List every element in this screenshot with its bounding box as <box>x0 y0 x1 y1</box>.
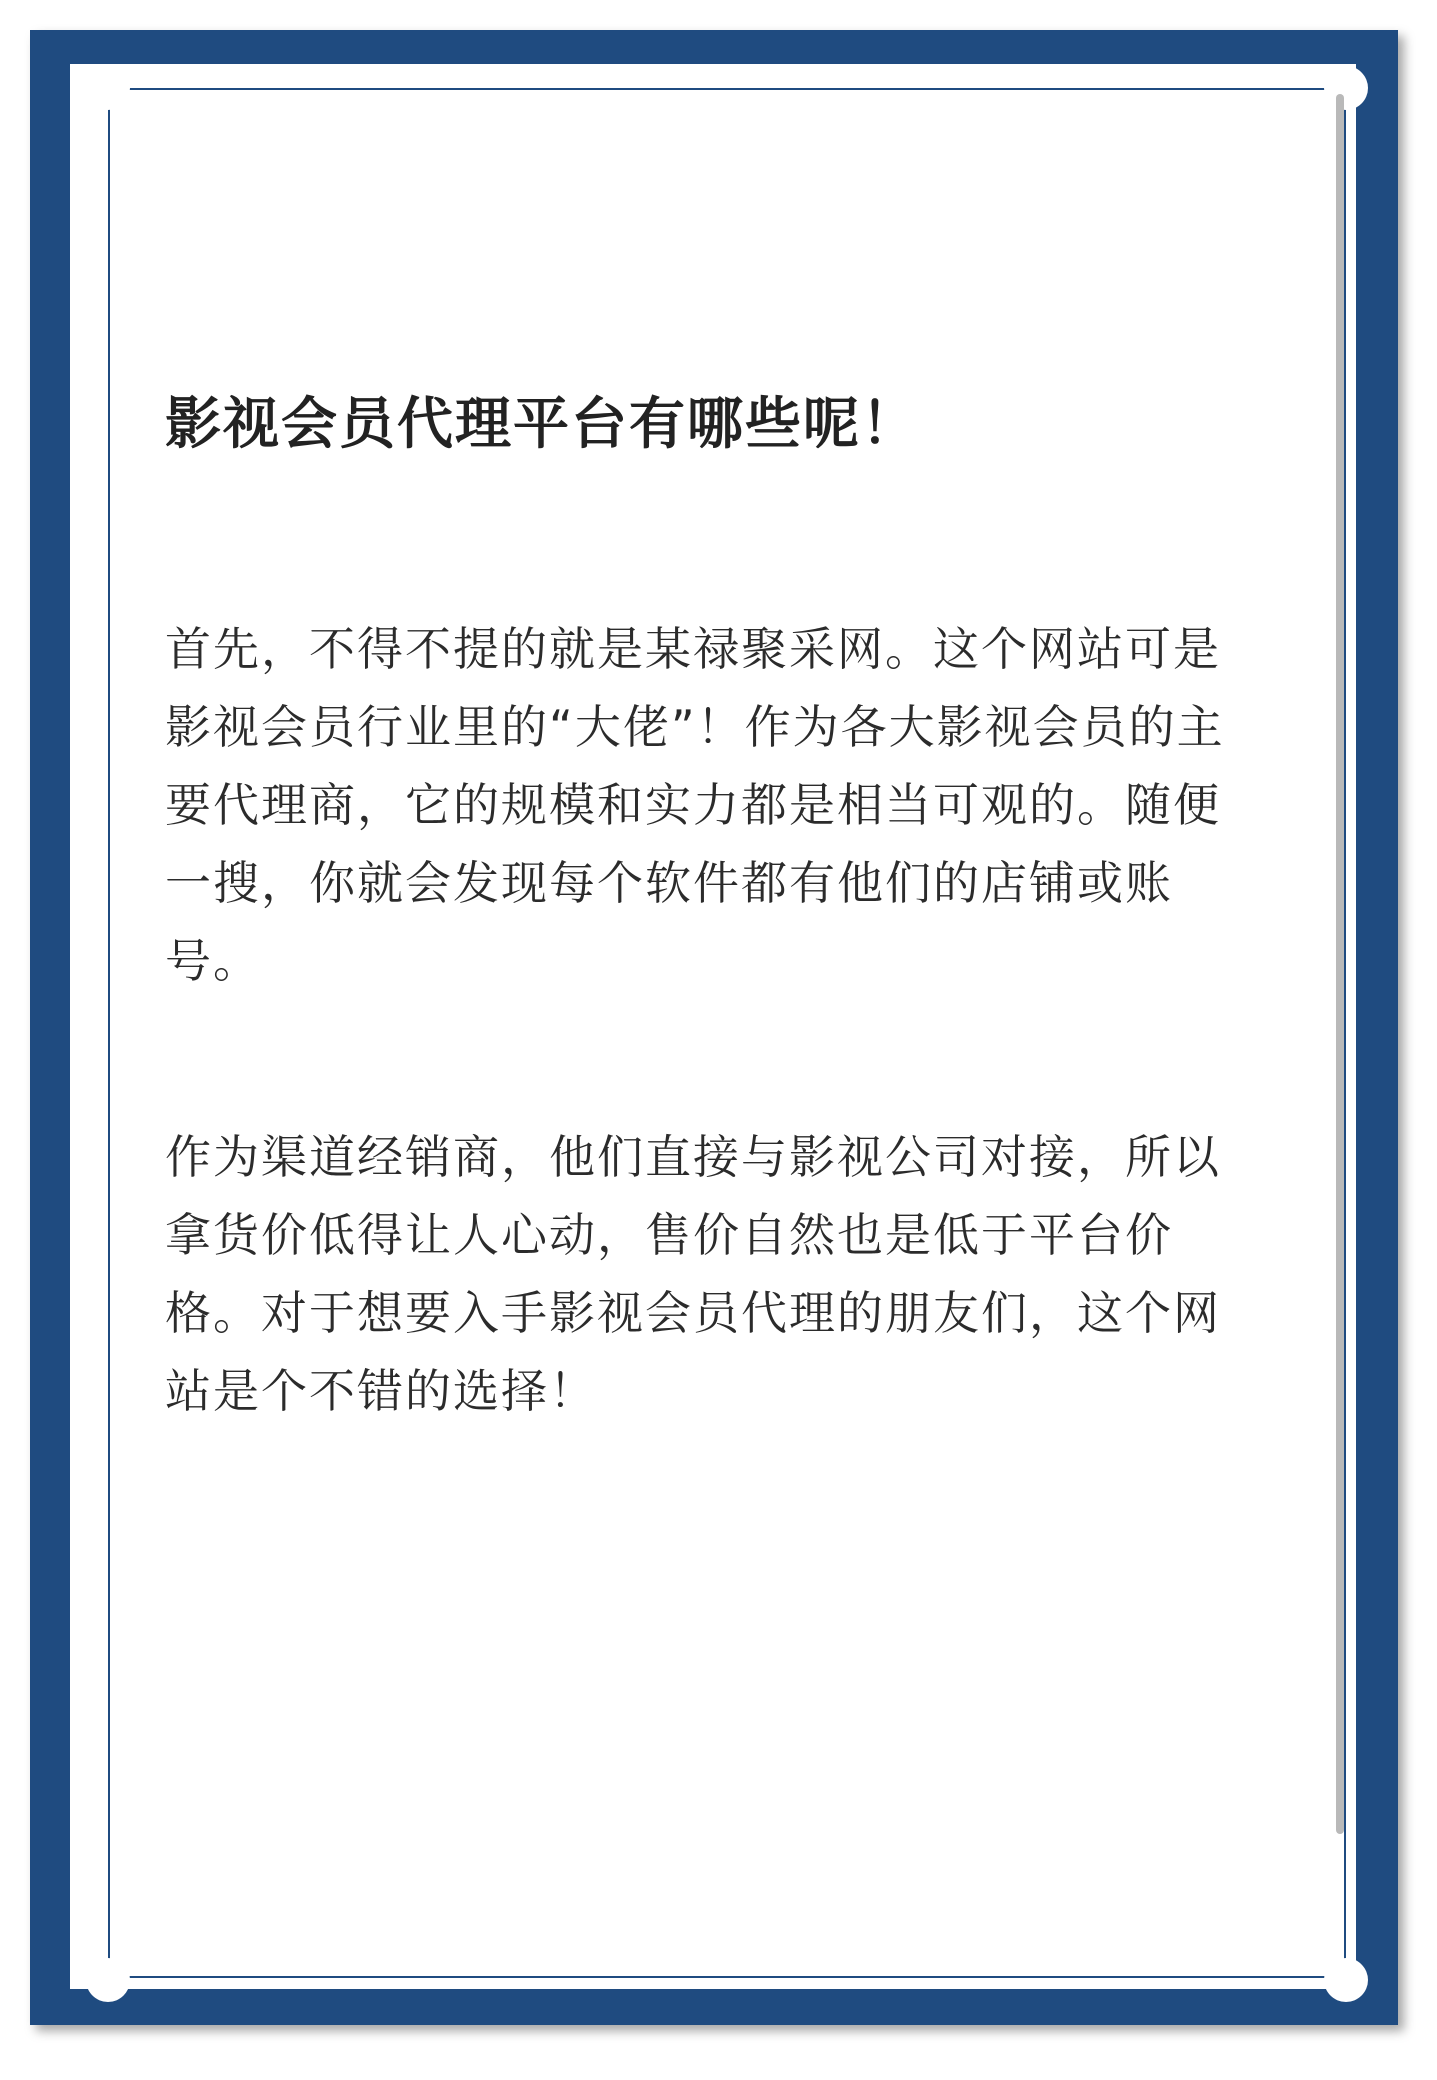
corner-ornament <box>1324 66 1368 110</box>
article <box>165 380 1265 1548</box>
corner-ornament <box>86 1958 130 2002</box>
corner-ornament <box>1324 1958 1368 2002</box>
article-title: 影视会员代理平台有哪些呢！ <box>165 392 919 457</box>
scrollbar[interactable] <box>1336 94 1344 1834</box>
article-paragraph-2: 作为渠道经销商，他们直接与影视公司对接，所以拿货价低得让人心动，售价自然也是低于平台价格。对于想要入手影视会员代理的朋友们，这个网站是个不错的选择！ <box>165 1130 1221 1418</box>
corner-ornament <box>86 66 130 110</box>
article-paragraph-1: 首先，不得不提的就是某禄聚采网。这个网站可是影视会员行业里的“大佬”！作为各大影视会员的主要代理商，它的规模和实力都是相当可观的。随便一搜，你就会发现每个软件都有他们的店铺或账号。 <box>165 622 1225 988</box>
